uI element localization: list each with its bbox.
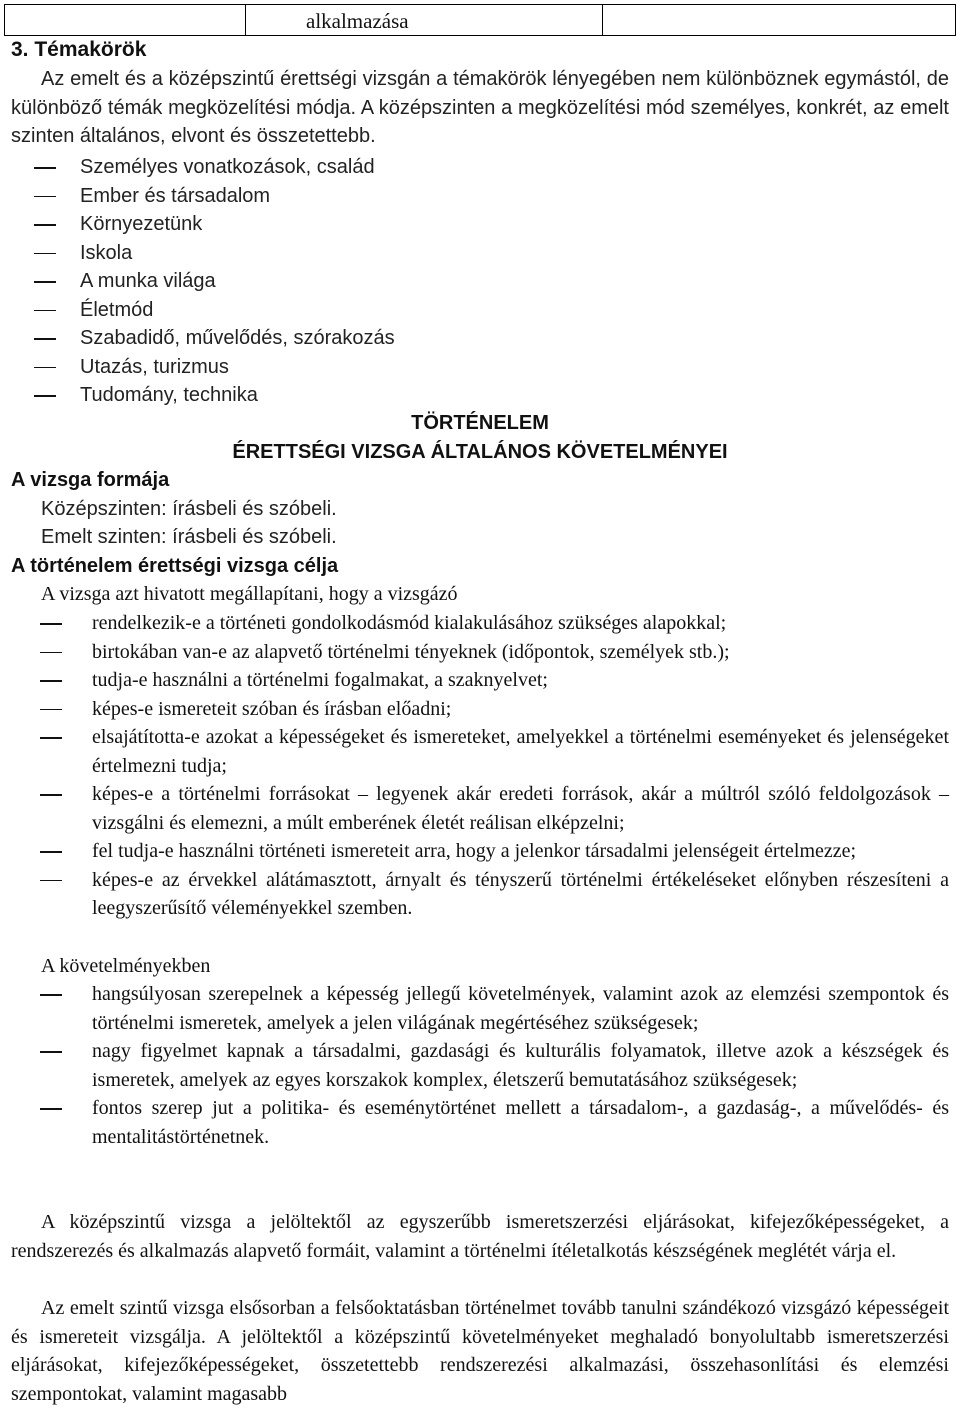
dash-bullet <box>40 880 62 882</box>
dash-bullet <box>40 994 62 996</box>
list-item: fontos szerep jut a politika- és eseménytörténet mellett a társadalom-, a gazdaság-, a művelődés- és mentalitástörténetnek. <box>11 1094 949 1151</box>
topic-list <box>11 153 611 410</box>
list-item: fel tudja-e használni történeti ismereteit arra, hogy a jelenkor társadalmi jelenségeit értelmezze; <box>11 837 949 866</box>
section-intro: Az emelt és a középszintű érettségi vizsgán a témakörök lényegében nem különböznek egymástól, de különböző témák megközelítési módja. A középszinten a megközelítési mód személyes, konkrét, az emelt szinten általános, elvont és összetettebb. <box>11 68 949 147</box>
list-item: birtokában van-e az alapvető történelmi tényeknek (időpontok, személyek stb.); <box>11 638 949 667</box>
dash-bullet <box>34 338 56 340</box>
dash-bullet <box>40 623 62 625</box>
form-high-level: Emelt szinten: írásbeli és szóbeli. <box>41 526 337 548</box>
list-item: tudja-e használni a történelmi fogalmakat, a szaknyelvet; <box>11 666 949 695</box>
dash-bullet <box>40 737 62 739</box>
dash-bullet <box>34 253 56 255</box>
dash-bullet <box>34 395 56 397</box>
list-item: hangsúlyosan szerepelnek a képesség jellegű követelmények, valamint azok az elemzési szempontok és történelmi ismeretek, amelyek a jelen világának megértéséhez szükségesek; <box>11 980 949 1037</box>
dash-bullet <box>40 652 62 654</box>
form-mid-level: Középszinten: írásbeli és szóbeli. <box>41 498 337 520</box>
table-cell-text: alkalmazása <box>306 9 409 33</box>
requirements-intro: A követelményekben <box>41 955 211 977</box>
list-item: Környezetünk <box>11 210 611 239</box>
table-fragment <box>0 0 958 37</box>
list-item: A munka világa <box>11 267 611 296</box>
dash-bullet <box>34 281 56 283</box>
dash-bullet <box>40 794 62 796</box>
section-heading: 3. Témakörök <box>11 38 147 61</box>
list-item: Életmód <box>11 296 611 325</box>
table-cell <box>245 4 603 36</box>
list-item: Tudomány, technika <box>11 381 611 410</box>
list-item: nagy figyelmet kapnak a társadalmi, gazdasági és kulturális folyamatok, illetve azok a készségek és ismeretek, amelyek az egyes korszakok komplex, életszerű bemutatásához szükségesek; <box>11 1037 949 1094</box>
dash-bullet <box>34 310 56 312</box>
goal-intro: A vizsga azt hivatott megállapítani, hogy a vizsgázó <box>41 583 458 605</box>
mid-level-paragraph: A középszintű vizsga a jelöltektől az egyszerűbb ismeretszerzési eljárásokat, kifejezőképességeket, a rendszerezés és alkalmazás alapvető formáit, valamint a történelmi ítéletalkotás készségének meglétét várja el. <box>11 1211 949 1262</box>
table-cell <box>4 4 246 36</box>
goal-list <box>11 609 949 923</box>
list-item: Személyes vonatkozások, család <box>11 153 611 182</box>
dash-bullet <box>34 224 56 226</box>
list-item: képes-e az érvekkel alátámasztott, árnyalt és tényszerű történelmi értékeléseket előnyben részesíteni a leegyszerűsítő véleményekkel szemben. <box>11 866 949 923</box>
list-item: rendelkezik-e a történeti gondolkodásmód kialakulásához szükséges alapokkal; <box>11 609 949 638</box>
list-item: képes-e ismereteit szóban és írásban előadni; <box>11 695 949 724</box>
dash-bullet <box>40 680 62 682</box>
subject-subtitle: ÉRETTSÉGI VIZSGA ÁLTALÁNOS KÖVETELMÉNYEI <box>232 441 728 463</box>
dash-bullet <box>40 851 62 853</box>
subject-title: TÖRTÉNELEM <box>411 412 549 434</box>
dash-bullet <box>34 167 56 169</box>
requirements-list <box>11 980 949 1151</box>
list-item: Utazás, turizmus <box>11 353 611 382</box>
list-item: képes-e a történelmi forrásokat – legyenek akár eredeti források, akár a múltról szóló feldolgozások – vizsgálni és elemezni, a múlt emberének életét reálisan elképzelni; <box>11 780 949 837</box>
dash-bullet <box>34 196 56 198</box>
table-cell <box>602 4 956 36</box>
list-item: Iskola <box>11 239 611 268</box>
list-item: Szabadidő, művelődés, szórakozás <box>11 324 611 353</box>
dash-bullet <box>40 1108 62 1110</box>
list-item: Ember és társadalom <box>11 182 611 211</box>
list-item: elsajátította-e azokat a képességeket és ismereteket, amelyekkel a történelmi eseményeket és jelenségeket értelmezni tudja; <box>11 723 949 780</box>
dash-bullet <box>34 367 56 369</box>
goal-heading: A történelem érettségi vizsga célja <box>11 555 339 577</box>
high-level-paragraph: Az emelt szintű vizsga elsősorban a felsőoktatásban történelmet tovább tanulni szándékozó vizsgázó képességeit és ismereteit vizsgálja. A jelöltektől a középszintű követelményeket meghaladó bonyolultabb ismeretszerzési eljárásokat, kifejezőképességeket, összetettebb rendszerezési alkalmazási, összehasonlítási és elemzési szempontokat, valamint magasabb <box>11 1297 949 1405</box>
dash-bullet <box>40 1051 62 1053</box>
form-heading: A vizsga formája <box>11 469 170 491</box>
dash-bullet <box>40 709 62 711</box>
